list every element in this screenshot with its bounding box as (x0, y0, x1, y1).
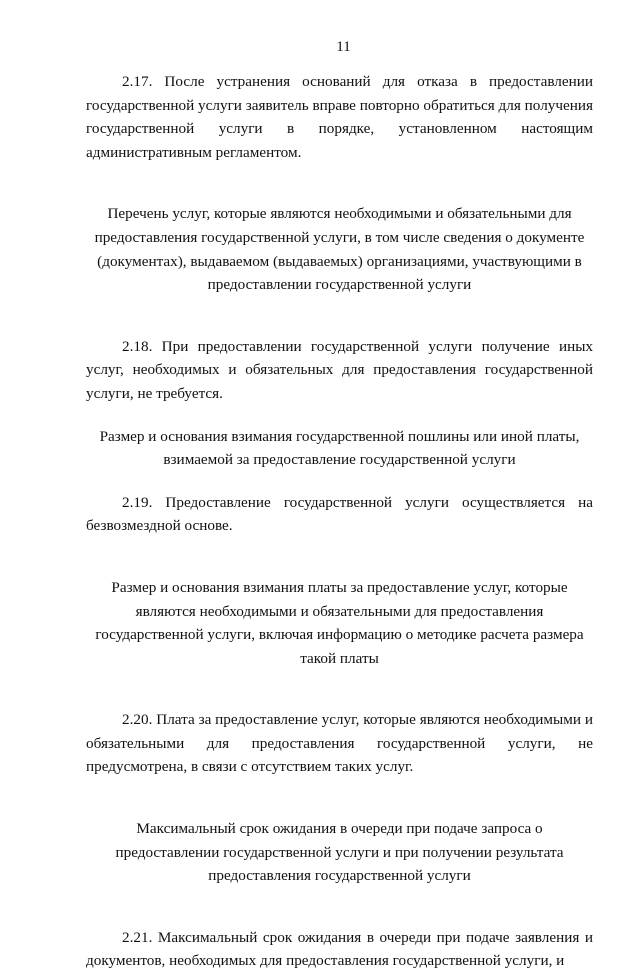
page-number: 11 (336, 39, 351, 55)
spacer (86, 779, 593, 817)
heading-service-fee: Размер и основания взимания платы за предоставление услуг, которые являются необходимыми и обязательными для предоставления государственной услуги, включая информацию о методике расчета размера такой платы (95, 578, 584, 667)
paragraph-2-17: 2.17. После устранения оснований для отказа в предоставлении государственной услуги заявитель вправе повторно обратиться для получения государственной услуги в порядке, установленном настоящим административным регламентом. (86, 73, 593, 161)
paragraph-2-19: 2.19. Предоставление государственной услуги осуществляется на безвозмездной основе. (86, 493, 593, 535)
heading-related-services: Перечень услуг, которые являются необходимыми и обязательными для предоставления государственной услуги, в том числе сведения о документе (документах), выдаваемом (выдаваемых) организациями, участвующими в предоставлении государственной услуги (94, 205, 585, 294)
spacer (86, 472, 593, 491)
spacer (86, 670, 593, 708)
heading-queue-time: Максимальный срок ожидания в очереди при подаче запроса о предоставлении государственной услуги и при получении результата предоставления государственной услуги (115, 820, 564, 885)
spacer (86, 297, 593, 335)
spacer (86, 406, 593, 425)
paragraph-2-20: 2.20. Плата за предоставление услуг, которые являются необходимыми и обязательными для предоставления государственной услуги, не предусмотрена, в связи с отсутствием таких услуг. (86, 711, 593, 776)
heading-state-fee: Размер и основания взимания государственной пошлины или иной платы, взимаемой за предоставление государственной услуги (99, 427, 580, 469)
spacer (86, 164, 593, 202)
spacer (86, 538, 593, 576)
paragraph-2-18: 2.18. При предоставлении государственной услуги получение иных услуг, необходимых и обязательных для предоставления государственной услуги, не требуется. (86, 337, 593, 402)
spacer (86, 888, 593, 926)
paragraph-2-21: 2.21. Максимальный срок ожидания в очереди при подаче заявления и документов, необходимых для предоставления государственной услуги, и (86, 928, 593, 970)
